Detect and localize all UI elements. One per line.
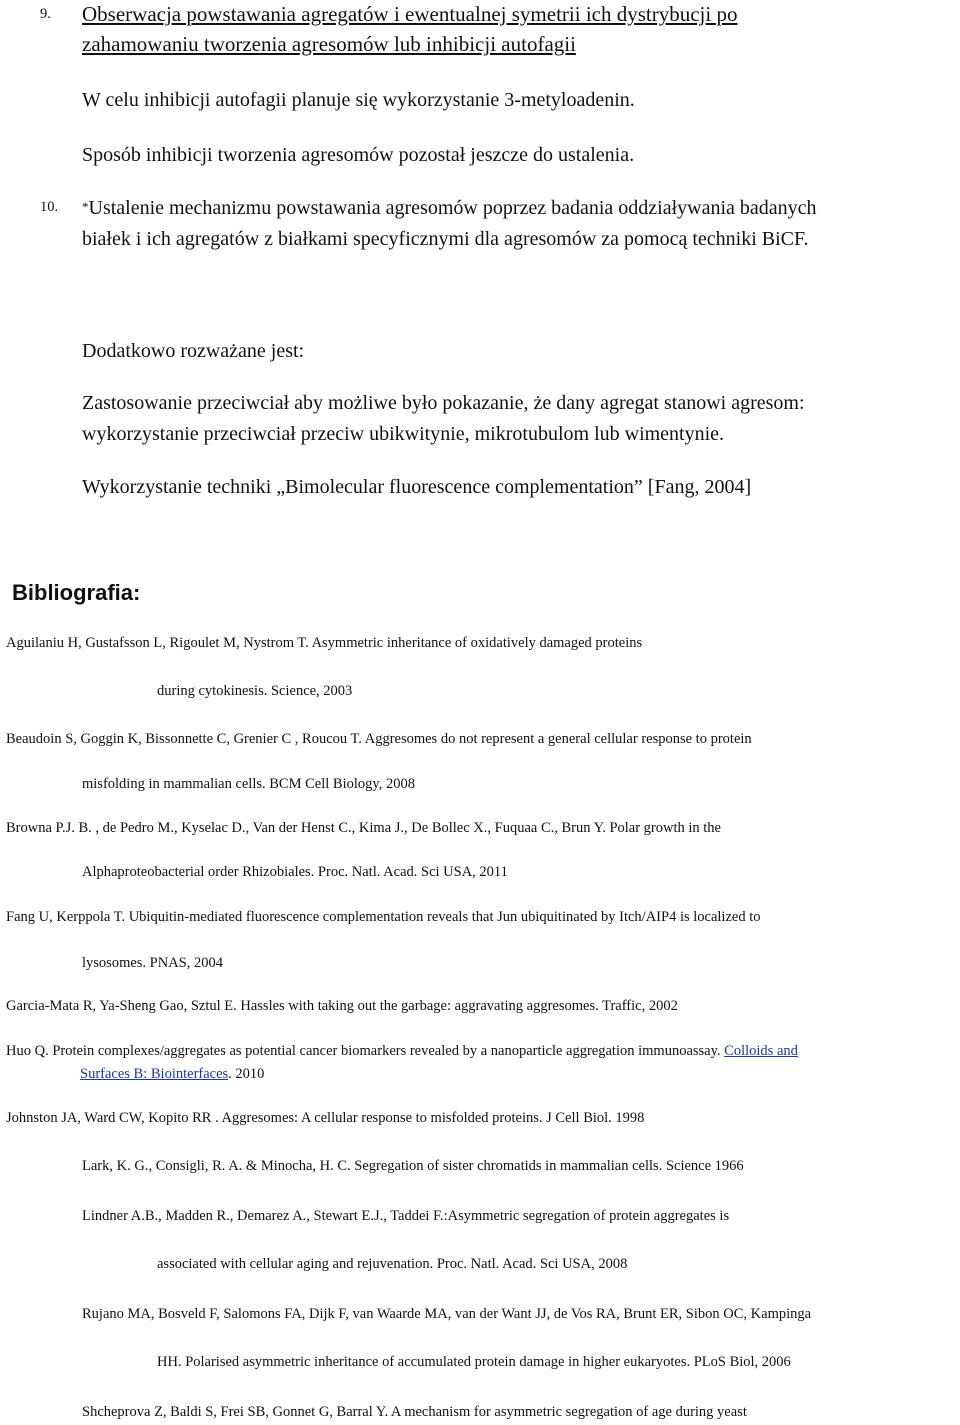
section-10-line-2: białek i ich agregatów z białkami specyficznymi dla agresomów za pomocą techniki BiCF. xyxy=(82,228,809,250)
ref-8-line-1: Lark, K. G., Consigli, R. A. & Minocha, H. C. Segregation of sister chromatids in mammalian cells. Science 1966 xyxy=(82,1158,744,1174)
section-10-line-1 xyxy=(82,197,817,220)
additional-label: Dodatkowo rozważane jest: xyxy=(82,340,305,362)
section-9-paragraph-1: W celu inhibicji autofagii planuje się wykorzystanie 3-metyloadenin. xyxy=(82,89,635,111)
ref-6-journal-link-part-2[interactable]: Surfaces B: Biointerfaces xyxy=(80,1066,229,1082)
ref-3-line-2: Alphaproteobacterial order Rhizobiales. Proc. Natl. Acad. Sci USA, 2011 xyxy=(82,864,508,880)
ref-4-line-1: Fang U, Kerppola T. Ubiquitin-mediated fluorescence complementation reveals that Jun ubiquitinated by Itch/AIP4 is localized to xyxy=(6,909,761,925)
ref-5-line-1: Garcia-Mata R, Ya-Sheng Gao, Sztul E. Hassles with taking out the garbage: aggravating aggresomes. Traffic, 2002 xyxy=(6,998,678,1014)
section-number-9: 9. xyxy=(40,6,51,22)
ref-2-line-1: Beaudoin S, Goggin K, Bissonnette C, Grenier C , Roucou T. Aggresomes do not represent a general cellular response to protein xyxy=(6,731,752,747)
asterisk-mark: * xyxy=(82,199,89,214)
ref-7-line-1: Johnston JA, Ward CW, Kopito RR . Aggresomes: A cellular response to misfolded proteins. J Cell Biol. 1998 xyxy=(6,1110,645,1126)
ref-1-line-1: Aguilaniu H, Gustafsson L, Rigoulet M, Nystrom T. Asymmetric inheritance of oxidatively damaged proteins xyxy=(6,635,643,651)
ref-6-text: Huo Q. Protein complexes/aggregates as potential cancer biomarkers revealed by a nanoparticle aggregation immunoassay. xyxy=(6,1043,721,1059)
ref-2-line-2: misfolding in mammalian cells. BCM Cell Biology, 2008 xyxy=(82,776,415,792)
ref-10-line-1: Rujano MA, Bosveld F, Salomons FA, Dijk F, van Waarde MA, van der Want JJ, de Vos RA, Brunt ER, Sibon OC, Kampinga xyxy=(82,1306,812,1322)
ref-11-line-1: Shcheprova Z, Baldi S, Frei SB, Gonnet G, Barral Y. A mechanism for asymmetric segregation of age during yeast xyxy=(82,1404,747,1420)
section-9-paragraph-2: Sposób inhibicji tworzenia agresomów pozostał jeszcze do ustalenia. xyxy=(82,144,635,166)
ref-1-line-2: during cytokinesis. Science, 2003 xyxy=(157,683,353,699)
ref-6-journal-link-part-1[interactable]: Colloids and xyxy=(724,1043,798,1059)
section-9-title-line-1: Obserwacja powstawania agregatów i ewentualnej symetrii ich dystrybucji po xyxy=(82,2,738,26)
additional-line-2: wykorzystanie przeciwciał przeciw ubikwitynie, mikrotubulom lub wimentynie. xyxy=(82,423,725,445)
ref-9-line-1: Lindner A.B., Madden R., Demarez A., Stewart E.J., Taddei F.:Asymmetric segregation of protein aggregates is xyxy=(82,1208,730,1224)
section-10-line-1-text: Ustalenie mechanizmu powstawania agresomów poprzez badania oddziaływania badanych xyxy=(88,197,817,219)
ref-10-line-2: HH. Polarised asymmetric inheritance of accumulated protein damage in higher eukaryotes. PLoS Biol, 2006 xyxy=(157,1354,791,1370)
section-number-10: 10. xyxy=(40,199,59,215)
ref-3-line-1: Browna P.J. B. , de Pedro M., Kyselac D., Van der Henst C., Kima J., De Bollec X., Fuquaa C., Brun Y. Polar growth in the xyxy=(6,820,721,836)
ref-6-line-1 xyxy=(6,1043,798,1060)
ref-9-line-2: associated with cellular aging and rejuvenation. Proc. Natl. Acad. Sci USA, 2008 xyxy=(157,1256,628,1272)
section-9-title-line-2: zahamowaniu tworzenia agresomów lub inhibicji autofagii xyxy=(82,32,576,56)
additional-line-3: Wykorzystanie techniki „Bimolecular fluorescence complementation” [Fang, 2004] xyxy=(82,476,752,498)
bibliography-heading: Bibliografia: xyxy=(12,580,141,605)
additional-line-1: Zastosowanie przeciwciał aby możliwe było pokazanie, że dany agregat stanowi agresom: xyxy=(82,392,805,414)
ref-6-line-2 xyxy=(6,1066,264,1083)
ref-4-line-2: lysosomes. PNAS, 2004 xyxy=(82,955,223,971)
ref-6-year: . 2010 xyxy=(228,1066,265,1082)
